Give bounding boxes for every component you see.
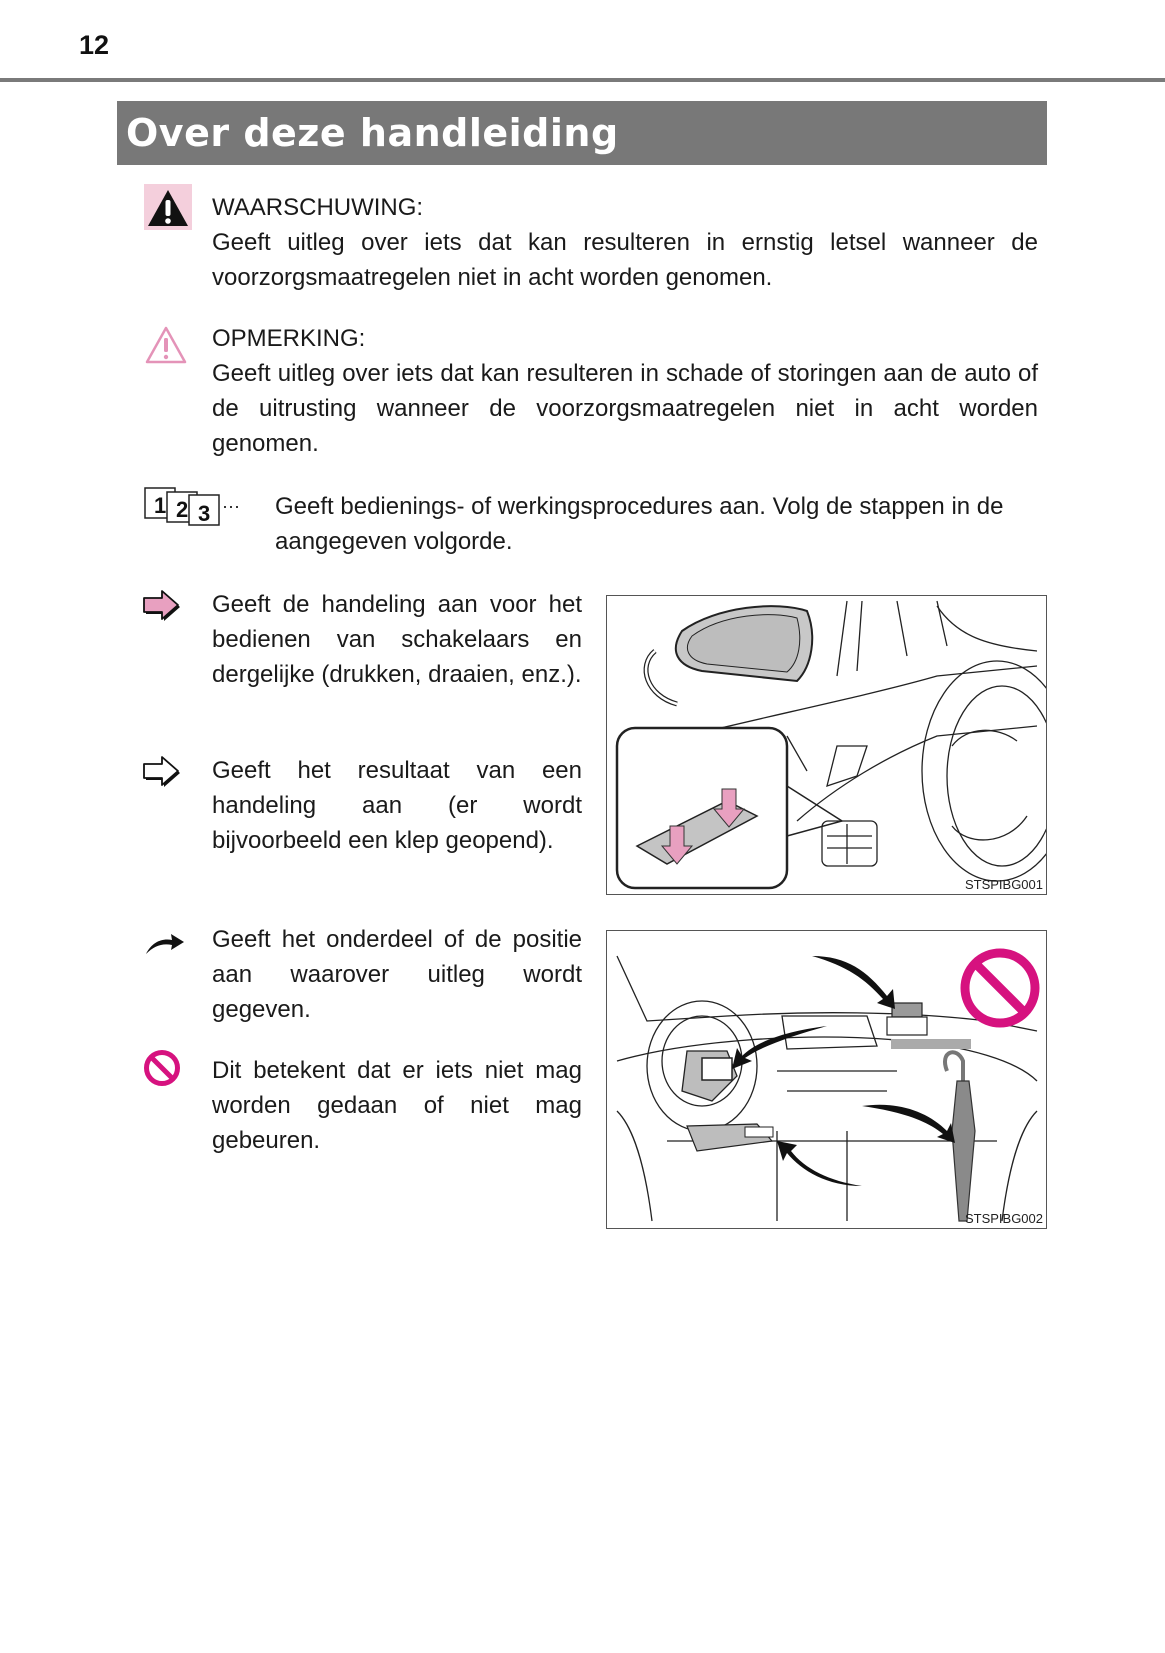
notice-block: [212, 321, 1038, 461]
steps-block: [275, 489, 1039, 559]
numbered-steps-icon: [144, 486, 256, 526]
svg-text:2: 2: [176, 497, 189, 522]
dashboard-illustration: [607, 931, 1047, 1229]
header-rule: [0, 78, 1165, 82]
warning-block: [212, 190, 1038, 295]
steps-text: Geeft bedienings- of werkingsprocedures aan. Volg de stappen in de aangegeven volgorde.: [275, 493, 1004, 555]
outline-arrow-icon: [142, 756, 184, 790]
page-number: 12: [79, 30, 110, 60]
dashboard-prohibited-figure: [606, 930, 1047, 1229]
result-block: [212, 753, 582, 858]
warning-triangle-filled-icon: [144, 184, 192, 230]
svg-text:···: ···: [222, 496, 240, 516]
pointer-text: Geeft het onderdeel of de positie aan waarover uitleg wordt gegeven.: [212, 926, 582, 1023]
pink-arrow-icon: [142, 590, 184, 624]
mirror-switch-figure: [606, 595, 1047, 895]
svg-text:1: 1: [154, 493, 167, 518]
result-text: Geeft het resultaat van een handeling aan (er wordt bijvoorbeeld een klep geopend).: [212, 757, 582, 854]
prohibited-block: [212, 1053, 582, 1158]
warning-triangle-outline-icon: [144, 325, 188, 365]
mirror-switch-illustration: [607, 596, 1047, 895]
svg-text:3: 3: [198, 501, 211, 526]
operation-block: [212, 587, 582, 692]
prohibited-text: Dit betekent dat er iets niet mag worden gedaan of niet mag gebeuren.: [212, 1057, 582, 1154]
operation-text: Geeft de handeling aan voor het bedienen van schakelaars en dergelijke (drukken, draaien, enz.).: [212, 591, 582, 688]
figure-caption: STSPIBG001: [964, 877, 1043, 892]
section-title-bar: [117, 101, 1047, 165]
prohibition-icon: [143, 1049, 181, 1087]
page-title: Over deze handleiding: [126, 111, 619, 155]
pointer-block: [212, 922, 582, 1027]
notice-text: Geeft uitleg over iets dat kan resulteren in schade of storingen aan de auto of de uitrusting wanneer de voorzorgsmaatregelen niet in acht worden genomen.: [212, 360, 1038, 457]
notice-heading: OPMERKING:: [212, 325, 366, 352]
curved-pointer-arrow-icon: [144, 930, 186, 956]
figure-caption: STSPIBG002: [964, 1211, 1043, 1226]
warning-text: Geeft uitleg over iets dat kan resulteren in ernstig letsel wanneer de voorzorgsmaatregelen niet in acht worden genomen.: [212, 229, 1038, 291]
warning-heading: WAARSCHUWING:: [212, 194, 424, 221]
